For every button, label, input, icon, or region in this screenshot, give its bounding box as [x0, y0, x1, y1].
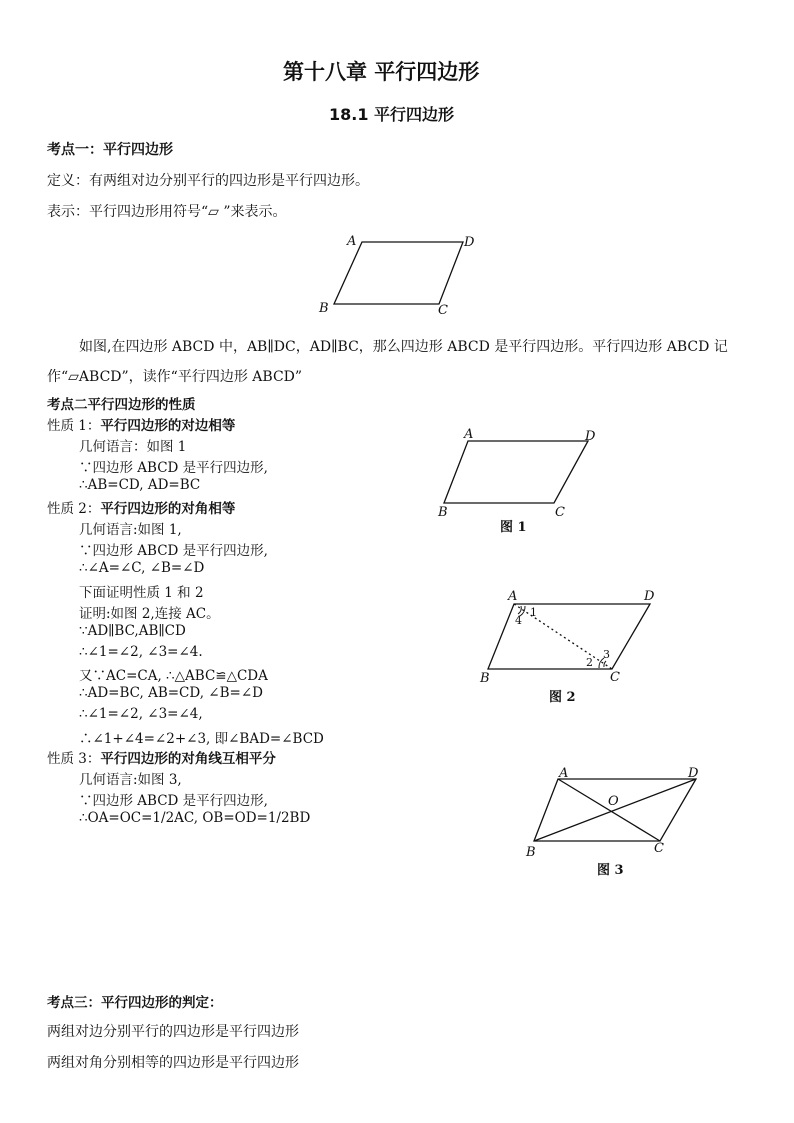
property3-heading	[47, 747, 276, 767]
fig1-label-a: A	[464, 427, 474, 442]
fig3-label-b: B	[526, 845, 536, 860]
parallelogram-figure-intro	[310, 232, 480, 322]
notation-text: 表示：平行四边形用符号“▱ ”来表示。	[47, 204, 287, 220]
fig1-caption: 图 1	[500, 520, 527, 535]
figure-1	[430, 425, 610, 540]
section-title: 18.1 平行四边形	[329, 105, 455, 124]
p2-line11: ∴∠1+∠4=∠2+∠3, 即∠BAD=∠BCD	[79, 731, 324, 747]
fig2-label-d: D	[644, 589, 655, 604]
fig1-label-d: D	[585, 429, 596, 444]
fig3-label-o: O	[608, 794, 619, 809]
point2-heading: 考点二平行四边形的性质	[47, 397, 196, 413]
fig2-caption: 图 2	[549, 690, 576, 705]
point3-line1: 两组对边分别平行的四边形是平行四边形	[47, 1024, 299, 1040]
chapter-title: 第十八章 平行四边形	[283, 60, 480, 84]
fig2-label-c: C	[610, 670, 620, 685]
p3-line1: 几何语言:如图 3,	[79, 772, 182, 788]
figure-2	[472, 582, 672, 712]
fig2-angle-1: 1	[530, 606, 537, 619]
point3-heading: 考点三：平行四边形的判定：	[47, 995, 223, 1011]
vertex-label-c: C	[438, 303, 448, 318]
diagonal-ac	[558, 779, 660, 841]
property2-label: 性质 2：	[47, 501, 101, 517]
property3-label: 性质 3：	[47, 751, 101, 767]
fig3-label-a: A	[559, 766, 569, 781]
vertex-label-b: B	[319, 301, 329, 316]
fig1-label-c: C	[555, 505, 565, 520]
diagonal-ac	[514, 604, 612, 669]
figure-3	[520, 763, 710, 883]
property2-heading	[47, 497, 235, 517]
point3-line2: 两组对角分别相等的四边形是平行四边形	[47, 1055, 299, 1071]
point1-heading: 考点一：平行四边形	[47, 142, 173, 158]
fig1-label-b: B	[438, 505, 448, 520]
p1-line1: 几何语言：如图 1	[79, 439, 187, 455]
vertex-label-a: A	[347, 234, 357, 249]
intro-paragraph-line1: 如图,在四边形 ABCD 中，AB∥DC，AD∥BC，那么四边形 ABCD 是平行四边形。平行四边形 ABCD 记	[79, 339, 728, 355]
p1-line2: ∵四边形 ABCD 是平行四边形,	[79, 460, 268, 476]
p2-line9: ∴AD=BC, AB=CD, ∠B=∠D	[79, 685, 263, 701]
p2-line8: 又∵AC=CA, ∴△ABC≌△CDA	[79, 668, 268, 684]
property3-text: 平行四边形的对角线互相平分	[100, 751, 276, 767]
fig2-angle-3: 3	[603, 648, 610, 661]
p2-line7: ∴∠1=∠2, ∠3=∠4.	[79, 644, 203, 660]
definition-text: 定义：有两组对边分别平行的四边形是平行四边形。	[47, 173, 369, 189]
p2-line5: 证明:如图 2,连接 AC。	[79, 606, 220, 622]
p2-line10: ∴∠1=∠2, ∠3=∠4,	[79, 706, 203, 722]
property1-label: 性质 1：	[47, 418, 101, 434]
parallelogram-shape	[334, 242, 463, 304]
p1-line3: ∴AB=CD, AD=BC	[79, 477, 201, 493]
property1-text: 平行四边形的对边相等	[100, 418, 236, 434]
fig2-label-b: B	[480, 671, 490, 686]
fig3-label-c: C	[654, 841, 664, 856]
property1-heading	[47, 414, 235, 434]
diagonal-bd	[534, 779, 696, 841]
fig2-angle-2: 2	[586, 656, 593, 669]
p2-line2: ∵四边形 ABCD 是平行四边形,	[79, 543, 268, 559]
vertex-label-d: D	[464, 235, 475, 250]
intro-paragraph-line2: 作“▱ABCD”，读作“平行四边形 ABCD”	[47, 369, 303, 385]
p2-line3: ∴∠A=∠C, ∠B=∠D	[79, 560, 205, 576]
p2-line6: ∵AD∥BC,AB∥CD	[79, 623, 186, 639]
p2-line4: 下面证明性质 1 和 2	[79, 585, 204, 601]
fig3-label-d: D	[688, 766, 699, 781]
fig2-angle-4: 4	[515, 614, 522, 627]
fig2-label-a: A	[508, 589, 518, 604]
p2-line1: 几何语言:如图 1,	[79, 522, 182, 538]
p3-line2: ∵四边形 ABCD 是平行四边形,	[79, 793, 268, 809]
fig3-caption: 图 3	[597, 863, 624, 878]
property2-text: 平行四边形的对角相等	[100, 501, 236, 517]
p3-line3: ∴OA=OC=1/2AC, OB=OD=1/2BD	[79, 810, 311, 826]
